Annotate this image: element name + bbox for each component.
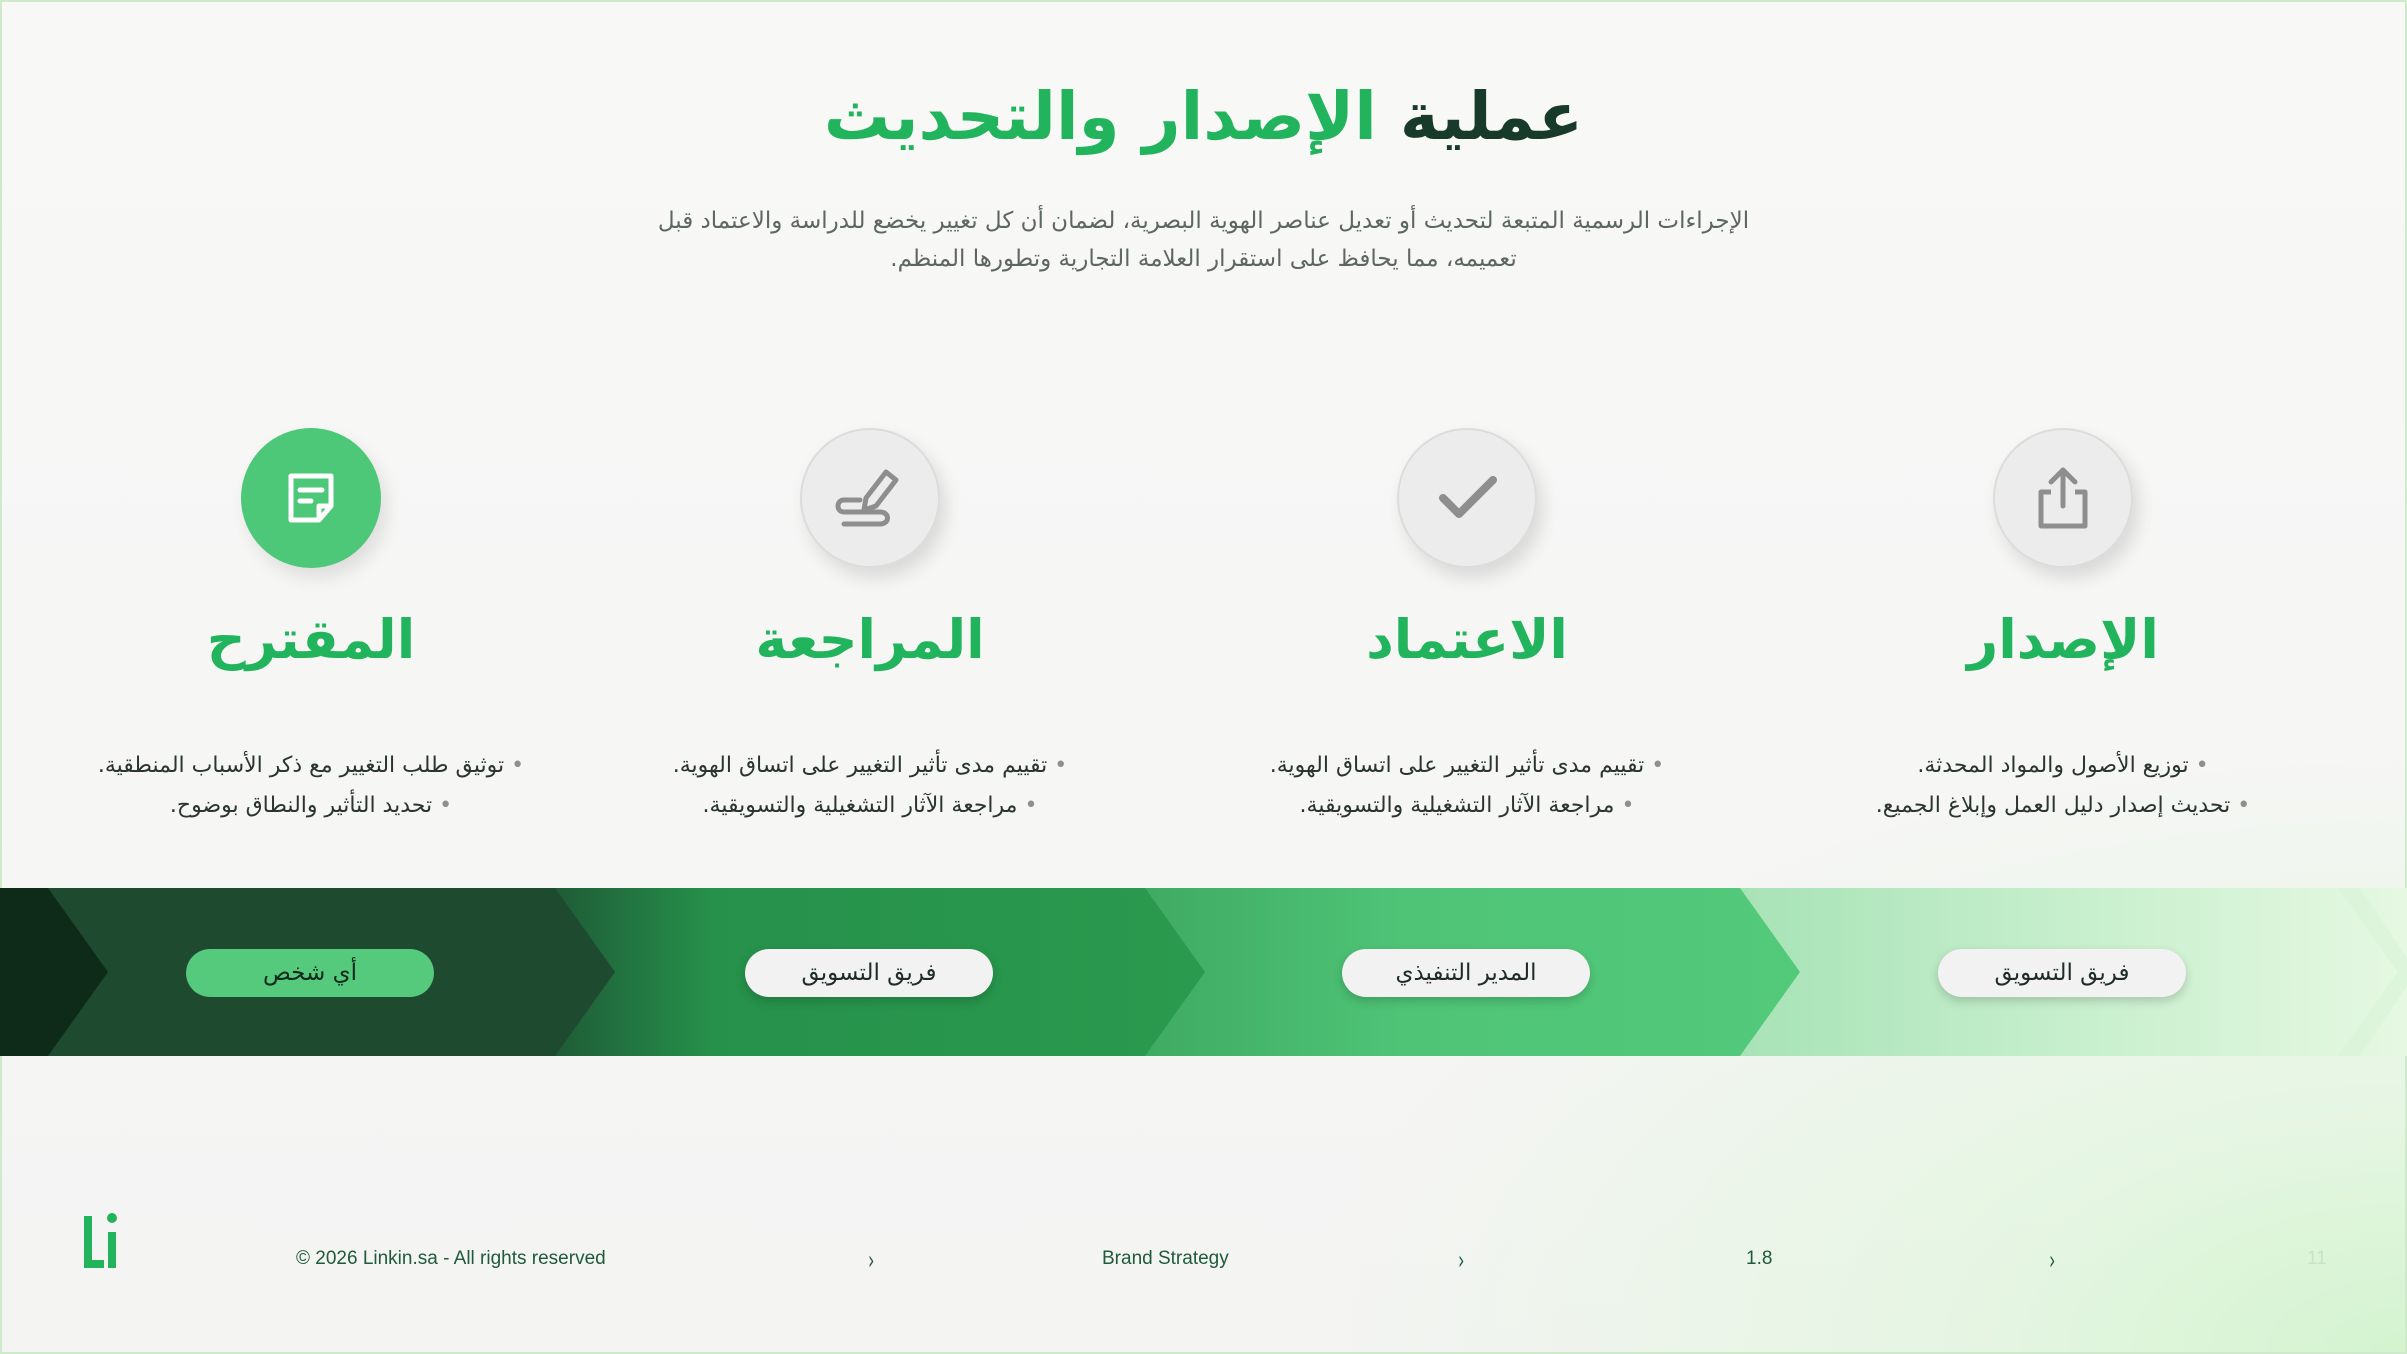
linkin-logo xyxy=(82,1206,120,1274)
page-number: 11 xyxy=(2307,1248,2327,1269)
step-icon-circle xyxy=(1993,428,2133,568)
footer-version: 1.8 xyxy=(1746,1248,1773,1269)
step-bullet: • تقييم مدى تأثير التغيير على اتساق الهوية. xyxy=(590,746,1150,786)
owner-badge-review: فريق التسويق xyxy=(745,949,993,997)
step-review xyxy=(590,428,1150,826)
step-icon-circle xyxy=(241,428,381,568)
step-title: المقترح xyxy=(206,608,416,671)
step-icon-circle xyxy=(1397,428,1537,568)
owner-badge-proposal: أي شخص xyxy=(186,949,434,997)
share-upload-icon xyxy=(2027,462,2099,534)
step-bullets xyxy=(590,746,1150,826)
step-proposal xyxy=(31,428,591,826)
title-dark-part: عملية xyxy=(1399,78,1584,155)
page-title xyxy=(0,78,2407,155)
title-green-part: الإصدار والتحديث xyxy=(823,78,1377,155)
step-approval xyxy=(1187,428,1747,826)
step-bullet: • توزيع الأصول والمواد المحدثة. xyxy=(1783,746,2343,786)
chevron-right-icon: › xyxy=(2049,1246,2056,1276)
footer-section: Brand Strategy xyxy=(1102,1248,1229,1269)
pen-scribble-icon xyxy=(830,458,910,538)
step-icon-circle xyxy=(800,428,940,568)
owner-badge-release: فريق التسويق xyxy=(1938,949,2186,997)
step-bullet: • تحديد التأثير والنطاق بوضوح. xyxy=(31,786,591,826)
checkmark-icon xyxy=(1431,462,1503,534)
step-bullet: • توثيق طلب التغيير مع ذكر الأسباب المنطقية. xyxy=(31,746,591,786)
chevron-right-icon: › xyxy=(868,1246,875,1276)
step-bullets xyxy=(1187,746,1747,826)
step-bullets xyxy=(31,746,591,826)
step-bullet: • مراجعة الآثار التشغيلية والتسويقية. xyxy=(590,786,1150,826)
step-bullet: • مراجعة الآثار التشغيلية والتسويقية. xyxy=(1187,786,1747,826)
step-title: الاعتماد xyxy=(1366,608,1568,671)
owner-badge-approval: المدير التنفيذي xyxy=(1342,949,1590,997)
step-title: الإصدار xyxy=(1967,608,2159,671)
step-release xyxy=(1783,428,2343,826)
step-bullet: • تقييم مدى تأثير التغيير على اتساق الهوية. xyxy=(1187,746,1747,786)
step-title: المراجعة xyxy=(755,608,985,671)
step-bullets xyxy=(1783,746,2343,826)
note-icon xyxy=(277,464,345,532)
page-subtitle: الإجراءات الرسمية المتبعة لتحديث أو تعديل عناصر الهوية البصرية، لضمان أن كل تغيير يخضع للدراسة والاعتماد قبل تعميمه، مما يحافظ على استقرار العلامة التجارية وتطورها المنظم. xyxy=(657,208,1750,272)
chevron-right-icon: › xyxy=(1458,1246,1465,1276)
step-bullet: • تحديث إصدار دليل العمل وإبلاغ الجميع. xyxy=(1783,786,2343,826)
footer-copyright: © 2026 Linkin.sa - All rights reserved xyxy=(296,1248,606,1269)
